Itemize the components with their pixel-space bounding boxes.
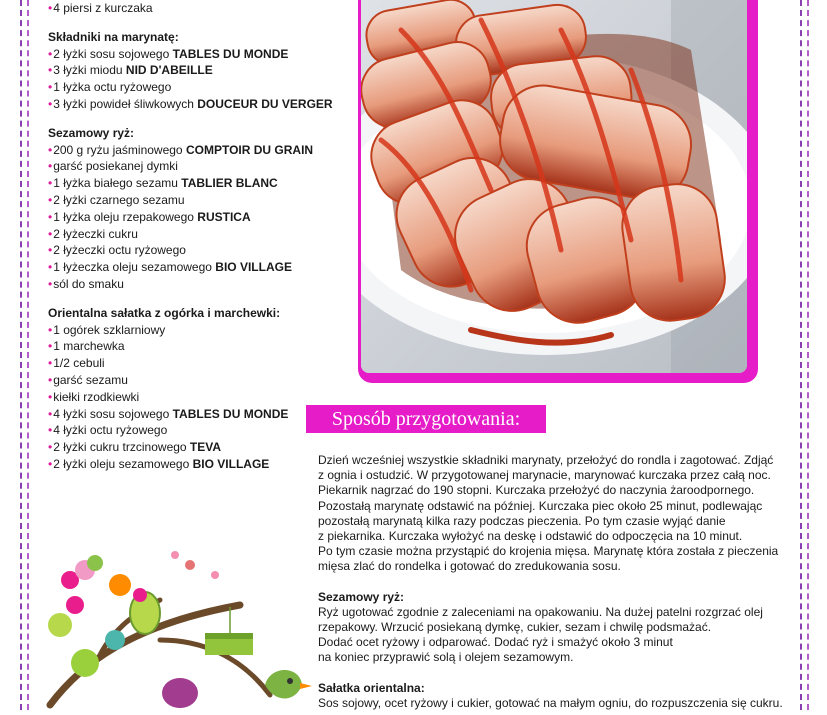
ingredient-item <box>48 322 348 339</box>
ingredient-text: 1 ogórek szklarniowy <box>53 322 166 337</box>
ingredient-item <box>48 209 348 226</box>
ingredient-text: 3 łyżki powideł śliwkowych <box>53 96 198 111</box>
ingredient-brand: DOUCEUR DU VERGER <box>197 96 333 111</box>
ingredient-text: 2 łyżki cukru trzcinowego <box>53 440 190 455</box>
ingredient-section <box>48 29 348 113</box>
easter-tree-decoration <box>40 545 320 710</box>
ingredients-column <box>48 0 348 473</box>
ingredient-item <box>48 355 348 372</box>
ingredient-text: 2 łyżki sosu sojowego <box>53 46 173 61</box>
page-border-right-inner <box>807 0 809 710</box>
dish-illustration <box>361 0 747 373</box>
ingredient-text: 200 g ryżu jaśminowego <box>53 142 186 157</box>
method-line: z ognia i ostudzić. W przygotowanej marynacie, marynować kurczaka przez całą noc. <box>318 468 771 483</box>
ingredient-item <box>48 242 348 259</box>
ingredient-section-title: Sezamowy ryż: <box>48 125 135 140</box>
ingredient-text: kiełki rzodkiewki <box>53 389 140 404</box>
method-line: Piekarnik nagrzać do 190 stopni. Kurczaka przełożyć do naczynia żaroodpornego. <box>318 483 755 498</box>
ingredient-item <box>48 192 348 209</box>
ingredient-text: 1 łyżka oleju rzepakowego <box>53 209 198 224</box>
ingredient-item <box>48 406 348 423</box>
ingredient-item <box>48 389 348 406</box>
ingredient-item <box>48 79 348 96</box>
ingredient-brand: COMPTOIR DU GRAIN <box>185 142 314 157</box>
page-border-left-inner <box>27 0 29 710</box>
ingredient-text: 1 marchewka <box>53 339 125 354</box>
ingredient-item <box>48 338 348 355</box>
ingredient-text: 4 łyżki octu ryżowego <box>53 423 168 438</box>
ingredient-section-title: Składniki na marynatę: <box>48 29 179 44</box>
ingredient-brand: BIO VILLAGE <box>215 260 292 275</box>
ingredient-brand: RUSTICA <box>197 209 251 224</box>
ingredient-section <box>48 305 348 473</box>
ingredient-text: 1 łyżeczka oleju sezamowego <box>53 260 216 275</box>
method-intro <box>318 453 788 575</box>
ingredient-brand: TABLES DU MONDE <box>172 406 289 421</box>
ingredient-section-title: Orientalna sałatka z ogórka i marchewki: <box>48 305 281 320</box>
method-line: Sos sojowy, ocet ryżowy i cukier, gotować na małym ogniu, do rozpuszczenia się cukru. <box>318 695 783 710</box>
ingredient-text: 2 łyżeczki cukru <box>53 226 138 241</box>
ingredient-text: garść sezamu <box>53 372 128 387</box>
ingredient-text: 4 łyżki sosu sojowego <box>53 406 173 421</box>
ingredient-text: 1 łyżka octu ryżowego <box>53 80 172 95</box>
ingredient-item <box>48 372 348 389</box>
method-line: Dzień wcześniej wszystkie składniki marynaty, przełożyć do rondla i zagotować. Zdjąć <box>318 453 774 467</box>
ingredient-brand: TABLIER BLANC <box>181 176 278 191</box>
rice-method-title: Sezamowy ryż: <box>318 589 405 604</box>
ingredient-item <box>48 0 348 17</box>
ingredient-brand: TEVA <box>189 440 222 455</box>
ingredient-item <box>48 422 348 439</box>
method-line: mięsa zlać do rondelka i gotować do zredukowania sosu. <box>318 559 621 574</box>
ingredient-text: 2 łyżki czarnego sezamu <box>53 192 185 207</box>
ingredient-text: 1/2 cebuli <box>53 356 105 371</box>
page-border-right-outer <box>800 0 802 710</box>
method-text <box>318 453 788 711</box>
salad-method <box>318 696 788 711</box>
ingredient-section <box>48 125 348 293</box>
ingredient-item <box>48 259 348 276</box>
ingredient-brand: TABLES DU MONDE <box>172 46 289 61</box>
ingredient-item <box>48 456 348 473</box>
method-line: Ryż ugotować zgodnie z zaleceniami na opakowaniu. Na dużej patelni rozgrzać olej <box>318 604 763 619</box>
ingredient-text: sól do smaku <box>53 276 124 291</box>
method-line: Dodać ocet ryżowy i odparować. Dodać ryż i smażyć około 3 minut <box>318 635 673 650</box>
ingredient-item <box>48 46 348 63</box>
rice-method <box>318 605 788 666</box>
ingredient-text: garść posiekanej dymki <box>53 159 178 174</box>
dish-photo <box>361 0 747 373</box>
ingredient-item <box>48 439 348 456</box>
method-line: Pozostałą marynatę odstawić na później. Kurczaka piec około 25 minut, podlewając <box>318 498 763 513</box>
ingredient-item <box>48 96 348 113</box>
ingredient-item <box>48 226 348 243</box>
ingredient-text: 1 łyżka białego sezamu <box>53 176 182 191</box>
ingredient-text: 2 łyżki oleju sezamowego <box>53 456 193 471</box>
ingredient-item <box>48 142 348 159</box>
method-line: pozostałą marynatą kilka razy podczas pieczenia. Po tym czasie wyjąć danie <box>318 513 726 528</box>
method-line: rzepakowy. Wrzucić posiekaną dymkę, cukier, sezam i chwilę podsmażać. <box>318 620 712 635</box>
method-line: na koniec przyprawić solą i olejem sezamowym. <box>318 650 574 665</box>
method-title: Sposób przygotowania: <box>306 405 546 433</box>
ingredient-item <box>48 158 348 175</box>
ingredient-item <box>48 276 348 293</box>
ingredient-item <box>48 175 348 192</box>
ingredient-brand: BIO VILLAGE <box>192 456 270 471</box>
ingredient-text: 2 łyżeczki octu ryżowego <box>53 243 186 258</box>
easter-tree-illustration <box>40 545 320 710</box>
ingredient-item <box>48 62 348 79</box>
method-line: z piekarnika. Kurczaka wyłożyć na deskę i odstawić do odpoczęcia na 10 minut. <box>318 529 743 544</box>
ingredient-text: 3 łyżki miodu <box>53 63 126 78</box>
ingredient-brand: NID D'ABEILLE <box>125 63 213 78</box>
method-line: Po tym czasie można przystąpić do krojenia mięsa. Marynatę która została z pieczenia <box>318 544 779 559</box>
page-border-left-outer <box>20 0 22 710</box>
ingredient-text: 4 piersi z kurczaka <box>53 1 153 15</box>
salad-method-title: Sałatka orientalna: <box>318 680 425 695</box>
